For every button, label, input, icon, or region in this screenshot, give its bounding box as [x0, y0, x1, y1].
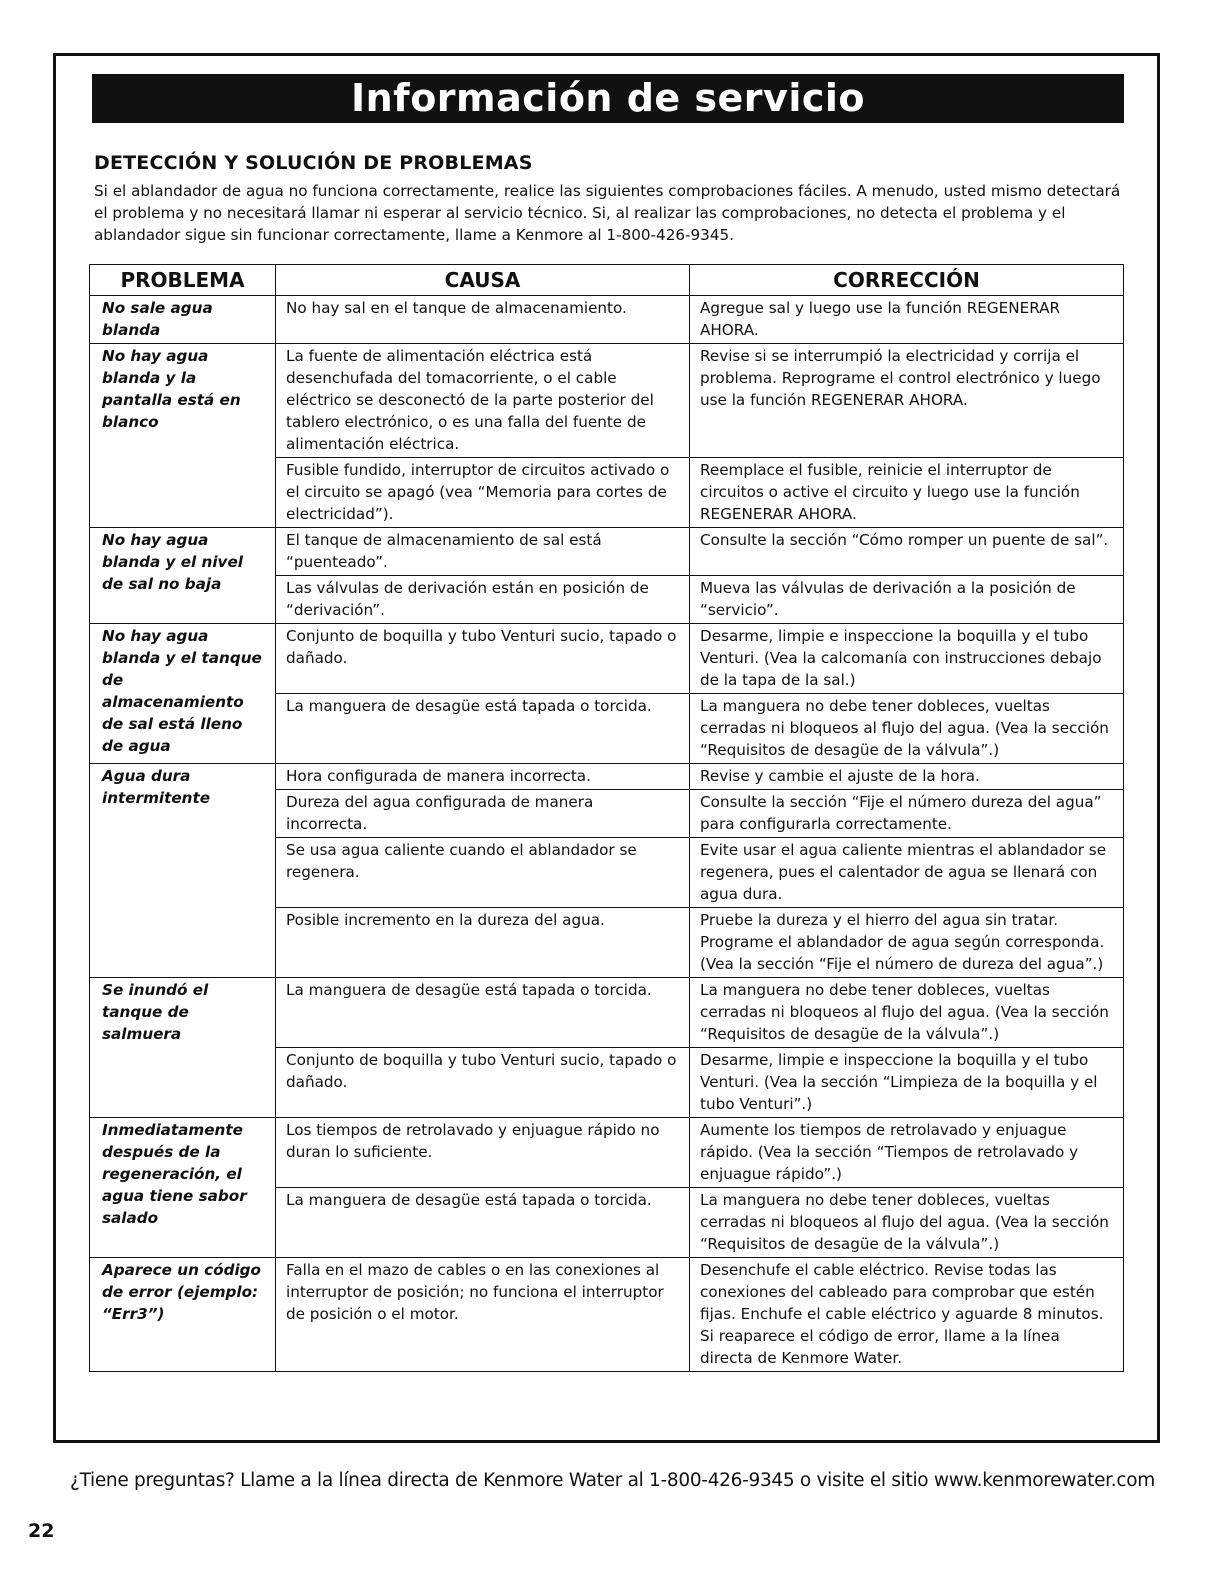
table-row	[90, 1258, 1124, 1372]
cause-cell: Posible incremento en la dureza del agua.	[276, 908, 690, 978]
cause-cell: La manguera de desagüe está tapada o torcida.	[276, 694, 690, 764]
correction-cell: Revise si se interrumpió la electricidad y corrija el problema. Reprograme el control electrónico y luego use la función REGENERAR AHORA.	[690, 344, 1124, 458]
cause-cell: Las válvulas de derivación están en posición de “derivación”.	[276, 576, 690, 624]
correction-cell: Agregue sal y luego use la función REGENERAR AHORA.	[690, 296, 1124, 344]
column-header-correction: CORRECCIÓN	[690, 265, 1124, 296]
correction-cell: Desarme, limpie e inspeccione la boquilla y el tubo Venturi. (Vea la calcomanía con instrucciones debajo de la tapa de la sal.)	[690, 624, 1124, 694]
correction-cell: La manguera no debe tener dobleces, vueltas cerradas ni bloqueos al flujo del agua. (Vea la sección “Requisitos de desagüe de la válvula”.)	[690, 694, 1124, 764]
correction-cell: La manguera no debe tener dobleces, vueltas cerradas ni bloqueos al flujo del agua. (Vea la sección “Requisitos de desagüe de la válvula”.)	[690, 978, 1124, 1048]
footer-contact-line: ¿Tiene preguntas? Llame a la línea directa de Kenmore Water al 1-800-426-9345 o visite el sitio www.kenmorewater.com	[70, 1470, 1155, 1491]
troubleshooting-table	[89, 264, 1124, 1372]
correction-cell: Consulte la sección “Cómo romper un puente de sal”.	[690, 528, 1124, 576]
cause-cell: No hay sal en el tanque de almacenamiento.	[276, 296, 690, 344]
page-number: 22	[28, 1520, 55, 1542]
correction-cell: Evite usar el agua caliente mientras el ablandador se regenera, pues el calentador de agua se llenará con agua dura.	[690, 838, 1124, 908]
cause-cell: Falla en el mazo de cables o en las conexiones al interruptor de posición; no funciona el interruptor de posición o el motor.	[276, 1258, 690, 1372]
cause-cell: Hora configurada de manera incorrecta.	[276, 764, 690, 790]
correction-cell: Consulte la sección “Fije el número dureza del agua” para configurarla correctamente.	[690, 790, 1124, 838]
column-header-cause: CAUSA	[276, 265, 690, 296]
table-row	[90, 296, 1124, 344]
page-title: Información de servicio	[92, 74, 1124, 123]
table-row	[90, 624, 1124, 694]
problem-cell: No sale agua blanda	[90, 296, 276, 344]
cause-cell: Fusible fundido, interruptor de circuitos activado o el circuito se apagó (vea “Memoria para cortes de electricidad”).	[276, 458, 690, 528]
table-row	[90, 764, 1124, 790]
cause-cell: Los tiempos de retrolavado y enjuague rápido no duran lo suficiente.	[276, 1118, 690, 1188]
correction-cell: La manguera no debe tener dobleces, vueltas cerradas ni bloqueos al flujo del agua. (Vea la sección “Requisitos de desagüe de la válvula”.)	[690, 1188, 1124, 1258]
correction-cell: Mueva las válvulas de derivación a la posición de “servicio”.	[690, 576, 1124, 624]
problem-cell: Inmediatamente después de la regeneración, el agua tiene sabor salado	[90, 1118, 276, 1258]
cause-cell: La fuente de alimentación eléctrica está desenchufada del tomacorriente, o el cable eléctrico se desconectó de la parte posterior del tablero electrónico, o es una falla del fuente de alimentación eléctrica.	[276, 344, 690, 458]
correction-cell: Desenchufe el cable eléctrico. Revise todas las conexiones del cableado para comprobar que estén fijas. Enchufe el cable eléctrico y aguarde 8 minutos. Si reaparece el código de error, llame a la línea directa de Kenmore Water.	[690, 1258, 1124, 1372]
cause-cell: Se usa agua caliente cuando el ablandador se regenera.	[276, 838, 690, 908]
intro-paragraph: Si el ablandador de agua no funciona correctamente, realice las siguientes comprobaciones fáciles. A menudo, usted mismo detectará el problema y no necesitará llamar ni esperar al servicio técnico. Si, al realizar las comprobaciones, no detecta el problema y el ablandador sigue sin funcionar correctamente, llame a Kenmore al 1-800-426-9345.	[94, 182, 1121, 244]
correction-cell: Desarme, limpie e inspeccione la boquilla y el tubo Venturi. (Vea la sección “Limpieza de la boquilla y el tubo Venturi”.)	[690, 1048, 1124, 1118]
cause-cell: El tanque de almacenamiento de sal está “puenteado”.	[276, 528, 690, 576]
table-row	[90, 528, 1124, 576]
table-header-row	[90, 265, 1124, 296]
cause-cell: Conjunto de boquilla y tubo Venturi sucio, tapado o dañado.	[276, 624, 690, 694]
problem-cell: Aparece un código de error (ejemplo: “Err3”)	[90, 1258, 276, 1372]
correction-cell: Revise y cambie el ajuste de la hora.	[690, 764, 1124, 790]
cause-cell: Dureza del agua configurada de manera incorrecta.	[276, 790, 690, 838]
column-header-problem: PROBLEMA	[90, 265, 276, 296]
table-row	[90, 1118, 1124, 1188]
problem-cell: No hay agua blanda y el tanque de almacenamiento de sal está lleno de agua	[90, 624, 276, 764]
cause-cell: La manguera de desagüe está tapada o torcida.	[276, 1188, 690, 1258]
correction-cell: Pruebe la dureza y el hierro del agua sin tratar. Programe el ablandador de agua según corresponda. (Vea la sección “Fije el número de dureza del agua”.)	[690, 908, 1124, 978]
table-row	[90, 344, 1124, 458]
problem-cell: No hay agua blanda y el nivel de sal no baja	[90, 528, 276, 624]
correction-cell: Reemplace el fusible, reinicie el interruptor de circuitos o active el circuito y luego use la función REGENERAR AHORA.	[690, 458, 1124, 528]
cause-cell: La manguera de desagüe está tapada o torcida.	[276, 978, 690, 1048]
problem-cell: Se inundó el tanque de salmuera	[90, 978, 276, 1118]
problem-cell: No hay agua blanda y la pantalla está en blanco	[90, 344, 276, 528]
correction-cell: Aumente los tiempos de retrolavado y enjuague rápido. (Vea la sección “Tiempos de retrolavado y enjuague rápido”.)	[690, 1118, 1124, 1188]
cause-cell: Conjunto de boquilla y tubo Venturi sucio, tapado o dañado.	[276, 1048, 690, 1118]
problem-cell: Agua dura intermitente	[90, 764, 276, 978]
section-heading: DETECCIÓN Y SOLUCIÓN DE PROBLEMAS	[94, 152, 533, 174]
table-row	[90, 978, 1124, 1048]
